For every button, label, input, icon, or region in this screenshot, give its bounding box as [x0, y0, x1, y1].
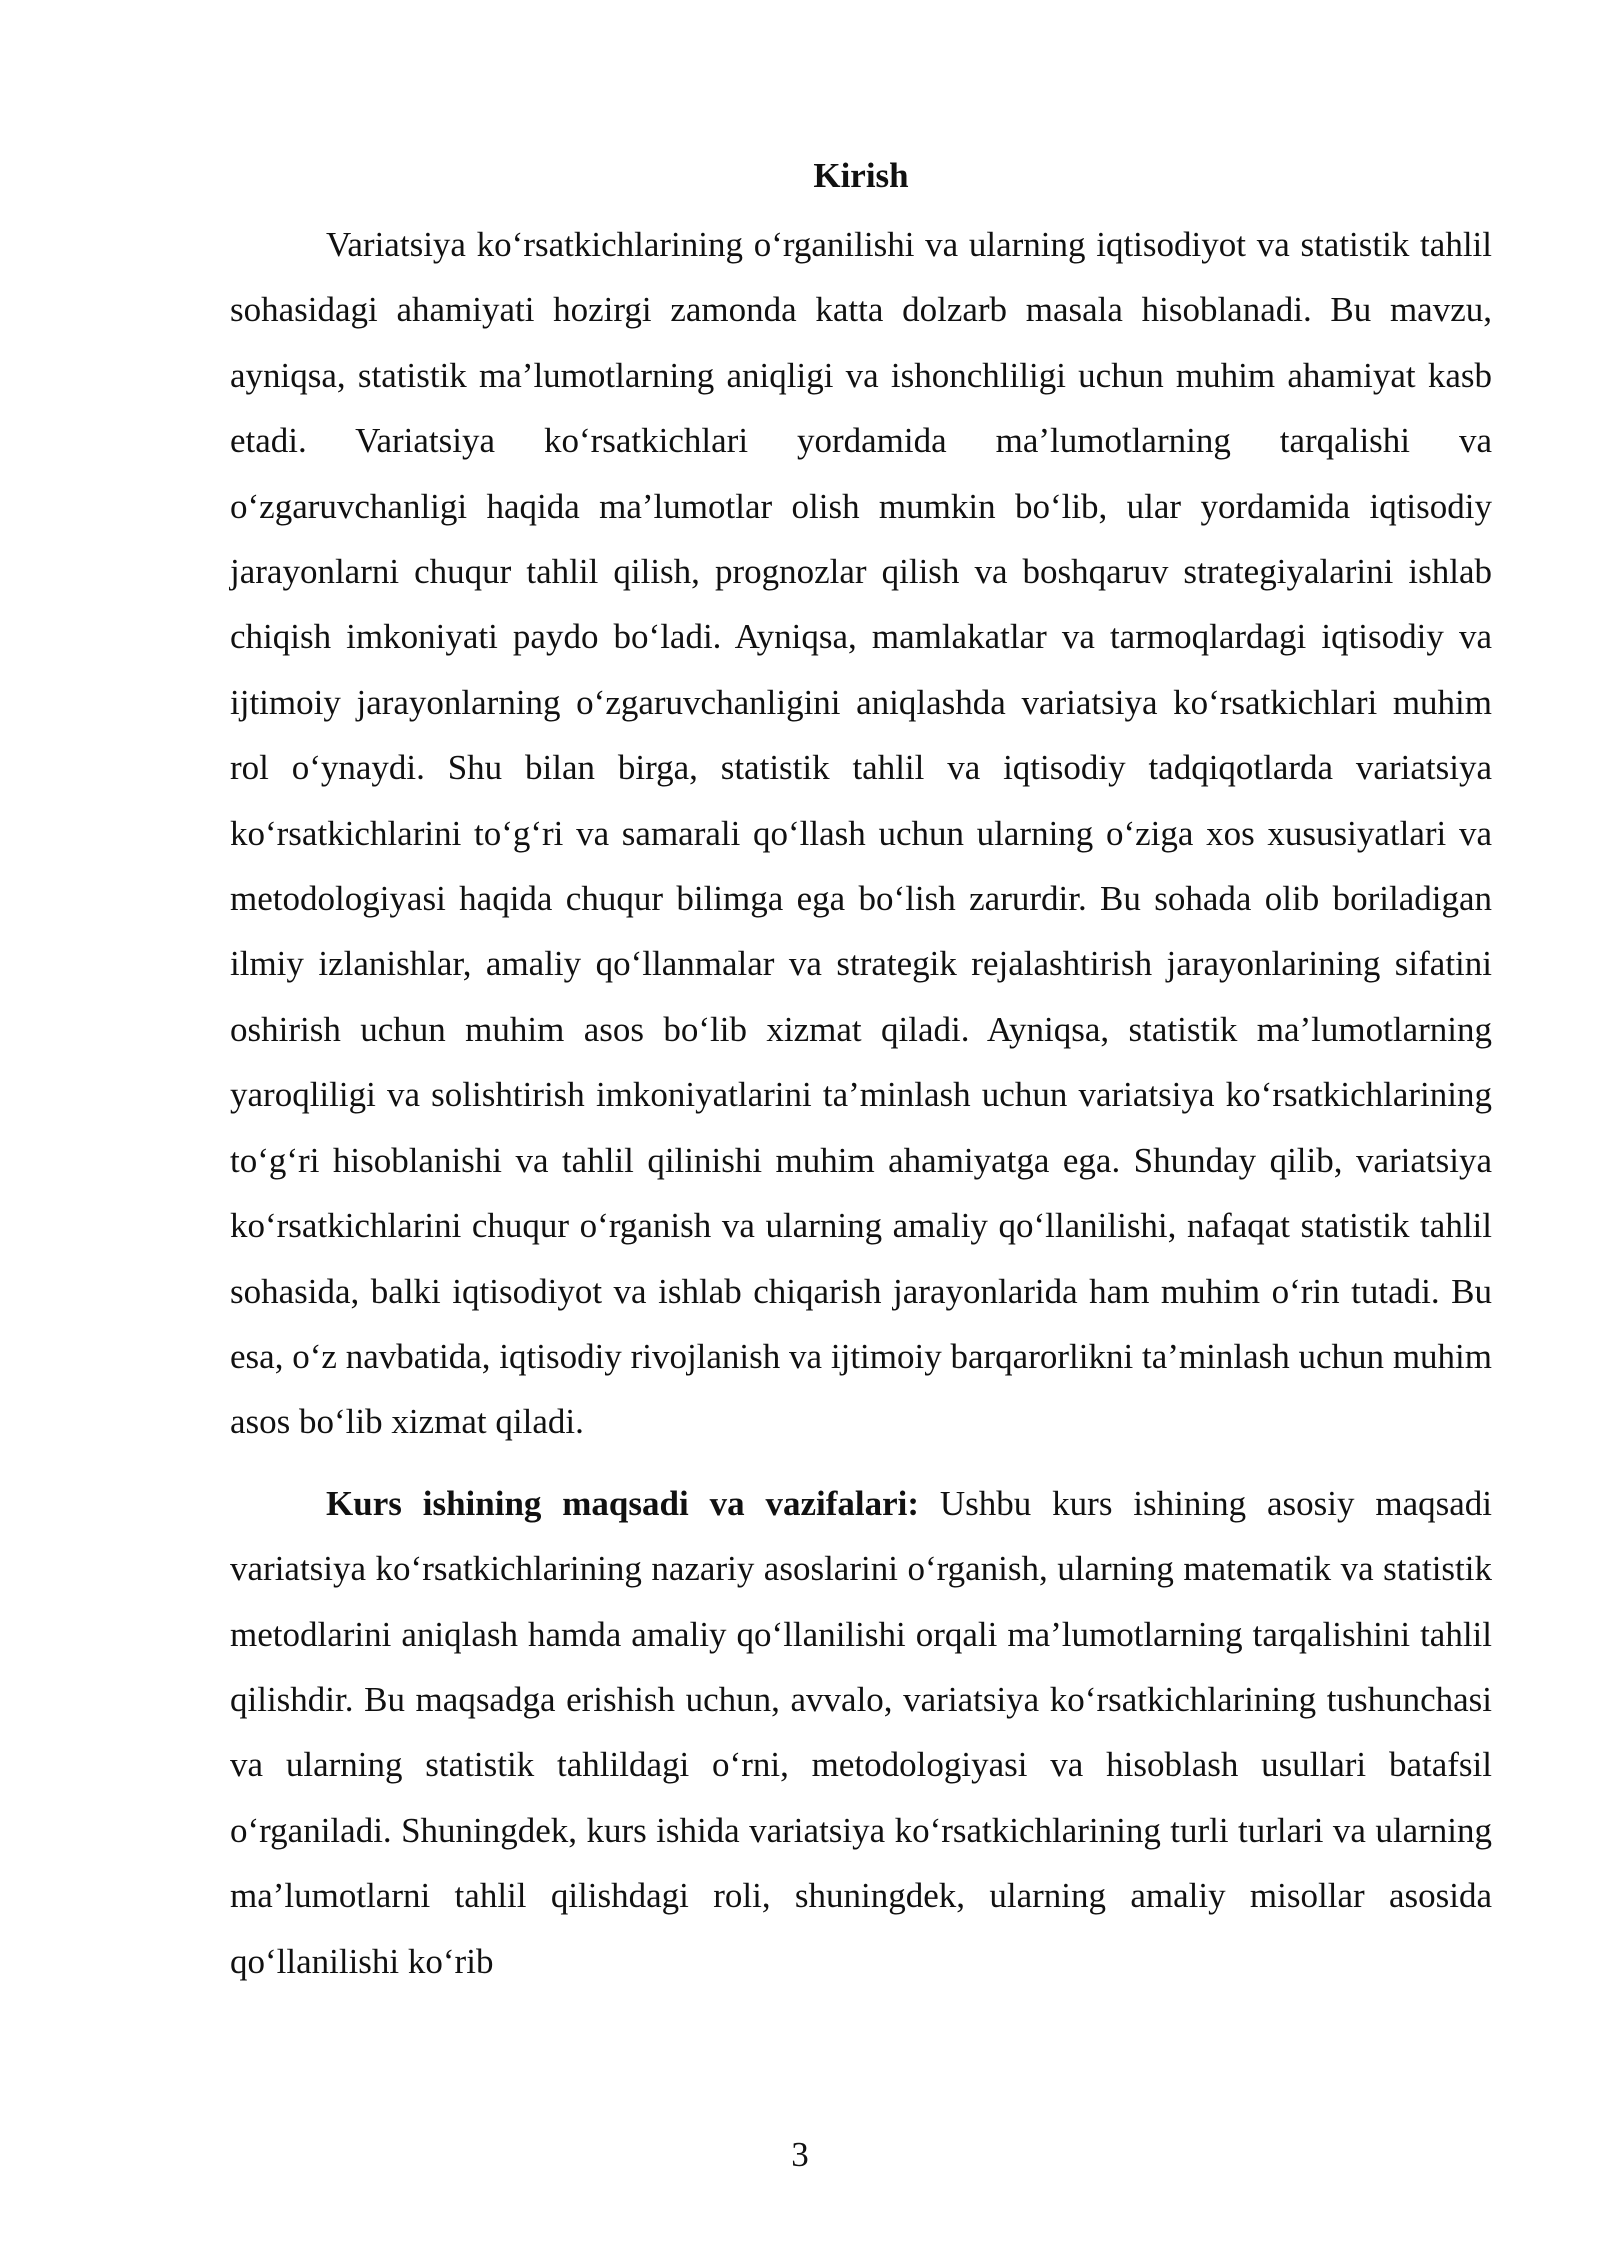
section-title: Kirish [813, 156, 909, 195]
goals-text: Ushbu kurs ishining asosiy maqsadi variatsiya ko‘rsatkichlarining nazariy asoslarini o‘rganish, ularning matematik va statistik metodlarini aniqlash hamda amaliy qo‘llanilishi orqali ma’lumotlarning tarqalishini tahlil qilishdir. Bu maqsadga erishish uchun, avvalo, variatsiya ko‘rsatkichlarining tushunchasi va ularning statistik tahlildagi o‘rni, metodologiyasi va hisoblash usullari batafsil o‘rganiladi. Shuningdek, kurs ishida variatsiya ko‘rsatkichlarining turli turlari va ularning ma’lumotlarni tahlil qilishdagi roli, shuningdek, ularning amaliy misollar asosida qo‘llanilishi ko‘rib [230, 1483, 1492, 1981]
goals-paragraph [230, 1471, 1492, 1994]
goals-heading: Kurs ishining maqsadi va vazifalari: [326, 1483, 920, 1523]
page-number: 3 [791, 2135, 809, 2174]
intro-paragraph: Variatsiya ko‘rsatkichlarining o‘rganilishi va ularning iqtisodiyot va statistik tahlil sohasidagi ahamiyati hozirgi zamonda katta dolzarb masala hisoblanadi. Bu mavzu, ayniqsa, statistik ma’lumotlarning aniqligi va ishonchliligi uchun muhim ahamiyat kasb etadi. Variatsiya ko‘rsatkichlari yordamida ma’lumotlarning tarqalishi va o‘zgaruvchanligi haqida ma’lumotlar olish mumkin bo‘lib, ular yordamida iqtisodiy jarayonlarni chuqur tahlil qilish, prognozlar qilish va boshqaruv strategiyalarini ishlab chiqish imkoniyati paydo bo‘ladi. Ayniqsa, mamlakatlar va tarmoqlardagi iqtisodiy va ijtimoiy jarayonlarning o‘zgaruvchanligini aniqlashda variatsiya ko‘rsatkichlari muhim rol o‘ynaydi. Shu bilan birga, statistik tahlil va iqtisodiy tadqiqotlarda variatsiya ko‘rsatkichlarini to‘g‘ri va samarali qo‘llash uchun ularning o‘ziga xos xususiyatlari va metodologiyasi haqida chuqur bilimga ega bo‘lish zarurdir. Bu sohada olib boriladigan ilmiy izlanishlar, amaliy qo‘llanmalar va strategik rejalashtirish jarayonlarining sifatini oshirish uchun muhim asos bo‘lib xizmat qiladi. Ayniqsa, statistik ma’lumotlarning yaroqliligi va solishtirish imkoniyatlarini ta’minlash uchun variatsiya ko‘rsatkichlarining to‘g‘ri hisoblanishi va tahlil qilinishi muhim ahamiyatga ega. Shunday qilib, variatsiya ko‘rsatkichlarini chuqur o‘rganish va ularning amaliy qo‘llanilishi, nafaqat statistik tahlil sohasida, balki iqtisodiyot va ishlab chiqarish jarayonlarida ham muhim o‘rin tutadi. Bu esa, o‘z navbatida, iqtisodiy rivojlanish va ijtimoiy barqarorlikni ta’minlash uchun muhim asos bo‘lib xizmat qiladi. [230, 225, 1492, 1442]
document-body [230, 146, 1492, 1994]
